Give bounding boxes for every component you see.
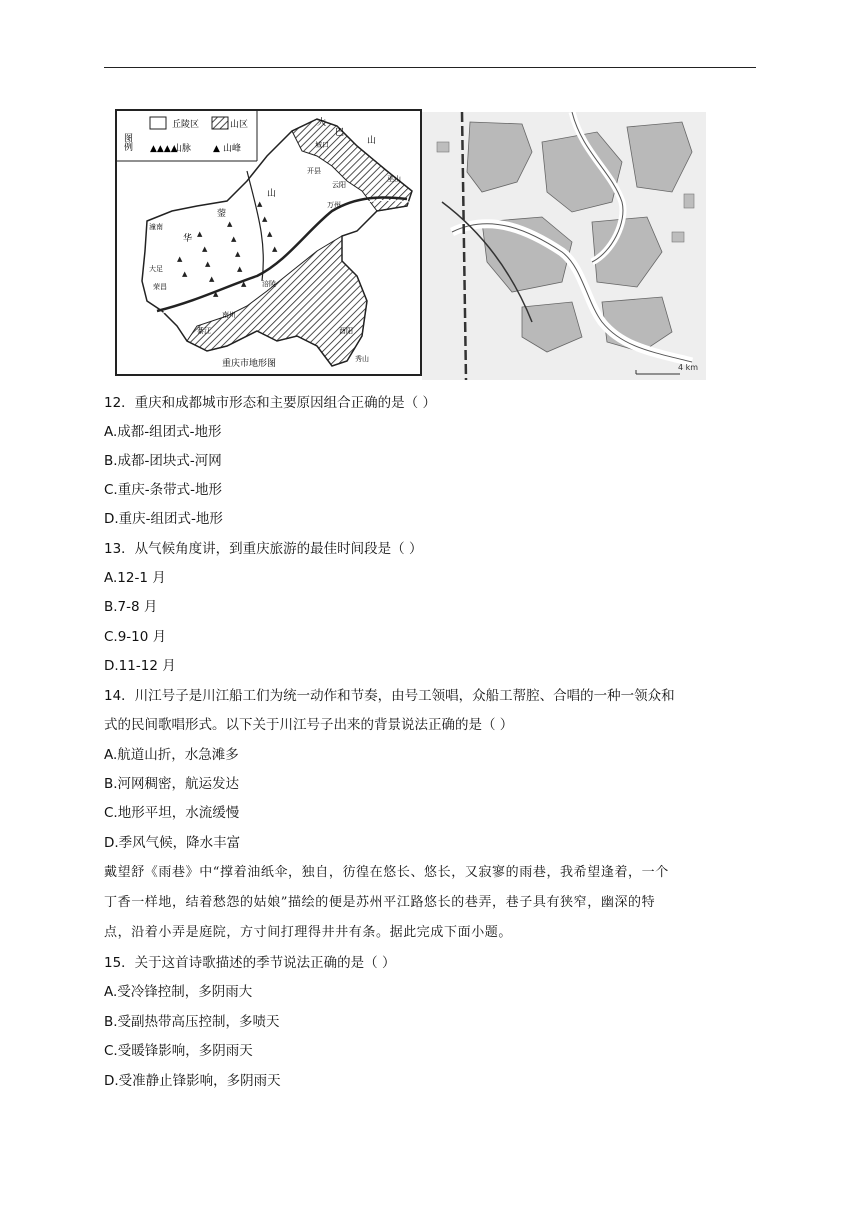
svg-text:▲: ▲ [202, 245, 208, 253]
question-13-option-d: D.11-12 月 [104, 658, 176, 674]
chongqing-terrain-map [115, 109, 422, 376]
label-wanzhou: 万州 [327, 201, 341, 209]
passage-line-2: 丁香一样地，结着愁怨的姑娘”描绘的便是苏州平江路悠长的巷弄，巷子具有狭窄，幽深的特 [104, 895, 656, 910]
city-street-map [422, 112, 706, 380]
svg-text:▲: ▲ [197, 230, 203, 238]
label-ying: 蓥 [217, 209, 227, 219]
question-15-option-a: A.受冷锋控制，多阴雨大 [104, 984, 253, 1000]
question-15-option-d: D.受准静止锋影响，多阴雨天 [104, 1073, 281, 1089]
svg-text:▲: ▲ [241, 280, 247, 288]
map-caption: 重庆市地形图 [222, 359, 277, 369]
question-14-option-c: C.地形平坦，水流缓慢 [104, 805, 240, 821]
passage-line-3: 点，沿着小弄是庭院，方寸间打理得井井有条。据此完成下面小题。 [104, 925, 513, 940]
svg-text:▲▲▲▲: ▲▲▲▲ [150, 144, 178, 154]
question-15-stem: 15．关于这首诗歌描述的季节说法正确的是（ ） [104, 955, 396, 971]
question-13-option-b: B.7-8 月 [104, 599, 158, 615]
svg-text:▲: ▲ [182, 270, 188, 278]
svg-text:▲: ▲ [237, 265, 243, 273]
map-legend [117, 111, 257, 161]
question-12-option-d: D.重庆-组团式-地形 [104, 511, 223, 527]
label-wushan: 巫山 [387, 175, 401, 183]
svg-text:▲: ▲ [227, 220, 233, 228]
question-13-option-a: A.12-1 月 [104, 570, 166, 586]
question-13-stem: 13．从气候角度讲，到重庆旅游的最佳时间段是（ ） [104, 541, 423, 557]
question-14-stem-line-2: 式的民间歌唱形式。以下关于川江号子出来的背景说法正确的是（ ） [104, 717, 514, 733]
question-14-option-a: A.航道山折，水急滩多 [104, 747, 239, 763]
passage-line-1: 戴望舒《雨巷》中“撑着油纸伞，独自，彷徨在悠长、悠长，又寂寥的雨巷，我希望逢着，一个 [104, 865, 669, 880]
label-chengkou: 城口 [315, 141, 329, 149]
legend-title-1: 图例 [122, 133, 132, 151]
svg-text:▲: ▲ [177, 255, 183, 263]
label-rongchang: 荣昌 [153, 283, 167, 291]
svg-text:▲: ▲ [235, 250, 241, 258]
label-fuling: 涪陵 [262, 280, 276, 288]
svg-text:▲: ▲ [231, 235, 237, 243]
question-12-option-a: A.成都-组团式-地形 [104, 424, 222, 440]
legend-hills-label: 丘陵区 [172, 120, 200, 130]
svg-text:▲: ▲ [205, 260, 211, 268]
legend-range-label: 山脉 [173, 144, 192, 154]
svg-text:▲: ▲ [209, 275, 215, 283]
label-hua: 华 [183, 234, 193, 244]
label-xiushan: 秀山 [355, 355, 369, 363]
label-qijiang: 綦江 [197, 327, 211, 335]
svg-text:▲: ▲ [272, 245, 278, 253]
label-kaixian: 开县 [307, 167, 321, 175]
label-youyang: 酉阳 [339, 327, 353, 335]
legend-mountain-label: 山区 [230, 120, 249, 130]
legend-peak-label: 山峰 [223, 144, 242, 154]
map-scale-label: 4 km [678, 363, 699, 372]
label-yunyang: 云阳 [332, 181, 346, 189]
header-rule [104, 67, 756, 68]
label-shan2: 山 [267, 189, 277, 199]
question-13-option-c: C.9-10 月 [104, 629, 167, 645]
question-12-option-c: C.重庆-条带式-地形 [104, 482, 222, 498]
question-14-option-b: B.河网稠密，航运发达 [104, 776, 240, 792]
label-ba: 巴 [335, 128, 345, 138]
question-15-option-b: B.受副热带高压控制，多啧天 [104, 1014, 280, 1030]
question-12-option-b: B.成都-团块式-河网 [104, 453, 222, 469]
label-da: 大 [317, 118, 327, 128]
question-14-option-d: D.季风气候，降水丰富 [104, 835, 241, 851]
question-12-stem: 12．重庆和成都城市形态和主要原因组合正确的是（ ） [104, 395, 436, 411]
question-15-option-c: C.受暖锋影响，多阴雨天 [104, 1043, 253, 1059]
question-14-stem-line-1: 14．川江号子是川江船工们为统一动作和节奏，由号工领唱，众船工帮腔、合唱的一种一领众和 [104, 688, 675, 704]
svg-text:▲: ▲ [213, 144, 220, 154]
label-shan: 山 [367, 136, 377, 146]
svg-text:▲: ▲ [213, 290, 219, 298]
label-tongnan: 潼南 [149, 223, 163, 231]
svg-text:▲: ▲ [267, 230, 273, 238]
label-nanchuan: 南川 [222, 311, 236, 319]
svg-text:▲: ▲ [262, 215, 268, 223]
svg-text:▲: ▲ [257, 200, 263, 208]
label-dazu: 大足 [149, 265, 163, 273]
